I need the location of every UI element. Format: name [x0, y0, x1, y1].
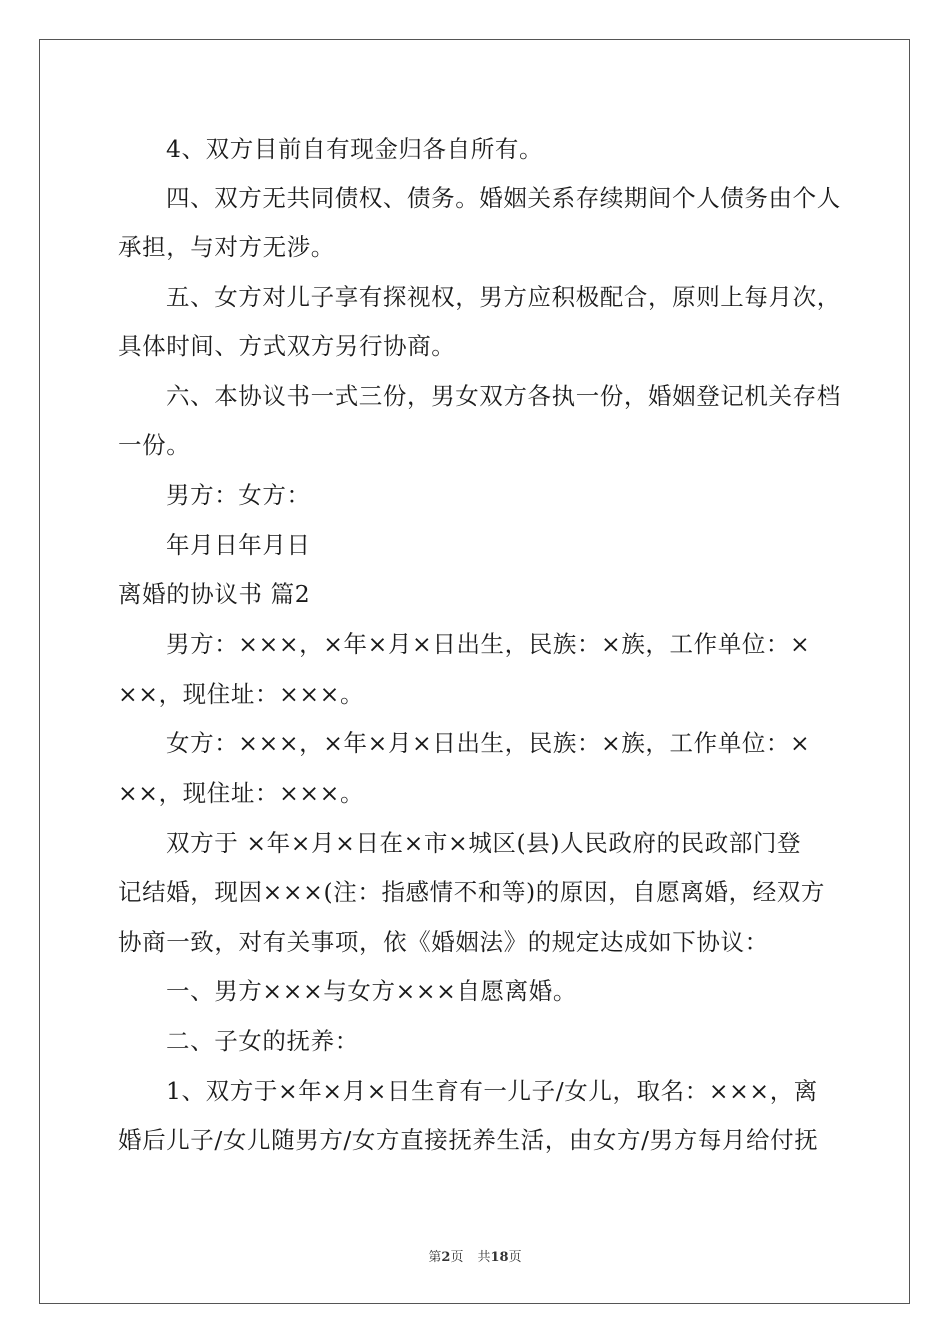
total-prefix: 共 — [477, 1250, 491, 1265]
paragraph-line: 五、女方对儿子享有探视权，男方应积极配合，原则上每月次， — [166, 283, 841, 311]
signature-line: 男方：女方： — [166, 481, 311, 509]
paragraph-line: 四、双方无共同债权、债务。婚姻关系存续期间个人债务由个人 — [166, 184, 841, 212]
paragraph-line: 婚后儿子/女儿随男方/女方直接抚养生活，由女方/男方每月给付抚 — [118, 1126, 819, 1154]
paragraph-line: 六、本协议书一式三份，男女双方各执一份，婚姻登记机关存档 — [166, 382, 841, 410]
paragraph-line: 4、双方目前自有现金归各自所有。 — [166, 135, 544, 163]
paragraph-line: 记结婚，现因×××(注：指感情不和等)的原因，自愿离婚，经双方 — [118, 878, 826, 906]
section-title: 离婚的协议书 篇2 — [118, 580, 311, 608]
total-suffix: 页 — [508, 1250, 522, 1265]
paragraph-line: 具体时间、方式双方另行协商。 — [118, 332, 456, 360]
paragraph-line: 二、子女的抚养： — [166, 1027, 359, 1055]
paragraph-line: 一、男方×××与女方×××自愿离婚。 — [166, 977, 577, 1005]
total-pages: 18 — [490, 1250, 509, 1265]
paragraph-line: ××，现住址：×××。 — [118, 680, 365, 708]
paragraph-line: 承担，与对方无涉。 — [118, 233, 335, 261]
paragraph-line: 一份。 — [118, 431, 191, 459]
paragraph-line: 协商一致，对有关事项，依《婚姻法》的规定达成如下协议： — [118, 928, 769, 956]
page-number: 2 — [441, 1250, 451, 1265]
paragraph-line: 男方：×××，×年×月×日出生，民族：×族，工作单位：× — [166, 630, 811, 658]
page-footer — [0, 1246, 950, 1265]
page-suffix: 页 — [450, 1250, 464, 1265]
paragraph-line: 1、双方于×年×月×日生育有一儿子/女儿，取名：×××，离 — [166, 1077, 818, 1105]
page-prefix: 第 — [428, 1250, 442, 1265]
paragraph-line: 女方：×××，×年×月×日出生，民族：×族，工作单位：× — [166, 729, 811, 757]
paragraph-line: 双方于 ×年×月×日在×市×城区(县)人民政府的民政部门登 — [166, 829, 802, 857]
date-line: 年月日年月日 — [166, 531, 311, 559]
paragraph-line: ××，现住址：×××。 — [118, 779, 365, 807]
